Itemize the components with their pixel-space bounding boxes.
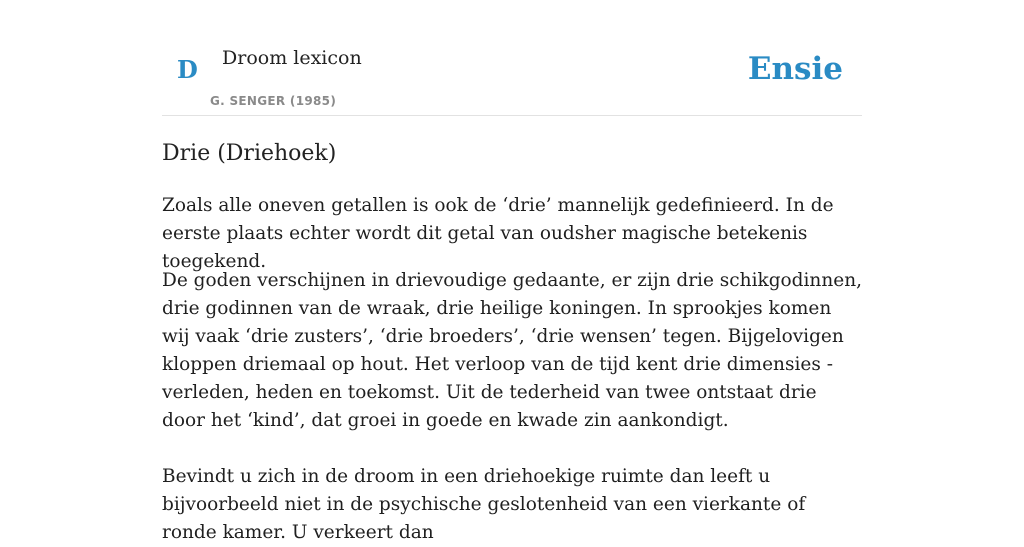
- dictionary-logo[interactable]: D: [177, 55, 198, 84]
- page-container: [162, 0, 863, 543]
- header: [162, 0, 862, 116]
- dictionary-title-link[interactable]: Droom lexicon: [222, 47, 362, 69]
- entry-title: Drie (Driehoek): [162, 141, 337, 166]
- entry-paragraph-3: Bevindt u zich in de droom in een driehoekige ruimte dan leeft u bijvoorbeeld niet in de psychische geslotenheid van een vierkante of ronde kamer. U verkeert dan: [162, 466, 806, 543]
- dictionary-author: G. SENGER (1985): [210, 94, 337, 108]
- entry-paragraph-1: Zoals alle oneven getallen is ook de ‘drie’ mannelijk gedefinieerd. In de eerste plaats echter wordt dit getal van oudsher magische betekenis toegekend.: [162, 195, 834, 272]
- ensie-brand-logo[interactable]: Ensie: [747, 51, 843, 87]
- entry-paragraph-2: De goden verschijnen in drievoudige gedaante, er zijn drie schikgodinnen, drie godinnen van de wraak, drie heilige koningen. In sprookjes komen wij vaak ‘drie zusters’, ‘drie broeders’, ‘drie wensen’ tegen. Bijgelovigen kloppen driemaal op hout. Het verloop van de tijd kent drie dimensies - verleden, heden en toekomst. Uit de tederheid van twee ontstaat drie door het ‘kind’, dat groei in goede en kwade zin aankondigt.: [162, 270, 863, 431]
